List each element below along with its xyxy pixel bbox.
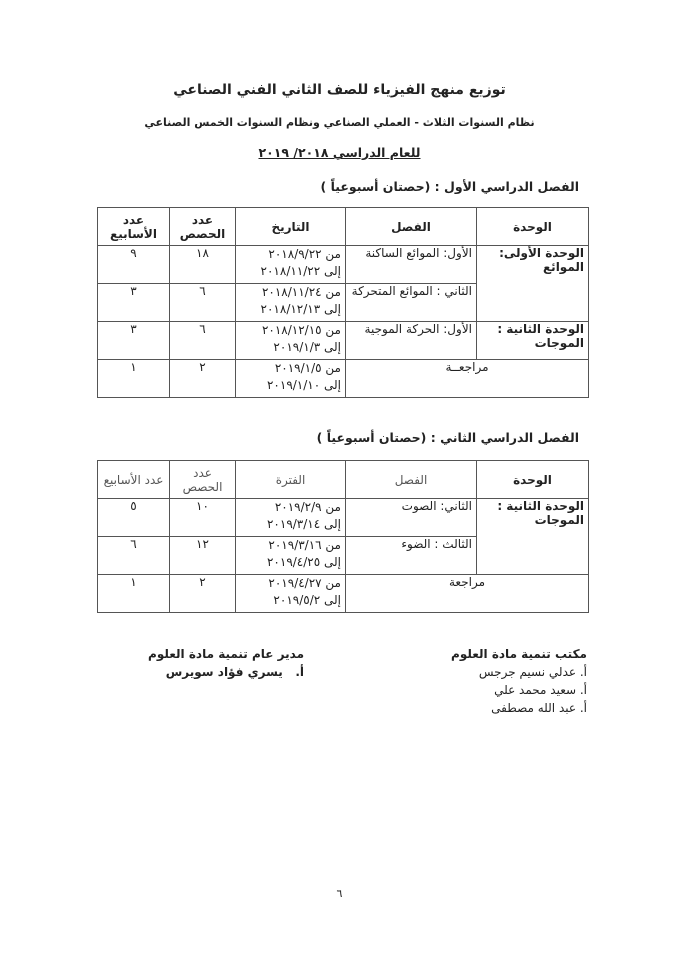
- header-periods: عدد الحصص: [170, 461, 236, 499]
- weeks-cell: ٥: [98, 499, 170, 537]
- table-row: [98, 246, 589, 284]
- header-date: التاريخ: [236, 208, 346, 246]
- date-cell: [236, 246, 346, 284]
- header-periods: عدد الحصص: [170, 208, 236, 246]
- director-name: أ. يسري فؤاد سويرس: [165, 665, 304, 679]
- document-title: توزيع منهج الفيزياء للصف الثاني الفني الصناعي: [173, 82, 506, 98]
- date-to: إلى ٢٠١٨/١٢/١٣: [260, 302, 341, 316]
- chapter-cell: الثالث : الضوء: [346, 537, 477, 575]
- header-unit: الوحدة: [477, 461, 589, 499]
- periods-cell: ٢: [170, 575, 236, 613]
- header-unit: الوحدة: [477, 208, 589, 246]
- date-from: من ٢٠١٩/٢/٩: [274, 500, 341, 514]
- periods-cell: ٢: [170, 360, 236, 398]
- office-member-name: أ. عدلي نسيم جرجس: [478, 665, 587, 679]
- date-cell: [236, 537, 346, 575]
- weeks-cell: ٣: [98, 284, 170, 322]
- periods-cell: ١٠: [170, 499, 236, 537]
- chapter-cell: الأول: الموائع الساكنة: [346, 246, 477, 284]
- chapter-cell: الثاني: الصوت: [346, 499, 477, 537]
- director-signature-block: [148, 645, 304, 681]
- date-cell: [236, 322, 346, 360]
- table-row: [98, 499, 589, 537]
- date-to: إلى ٢٠١٩/٥/٢: [273, 593, 341, 607]
- semester2-heading: الفصل الدراسي الثاني : (حصتان أسبوعياً ): [316, 430, 579, 445]
- semester1-table: [97, 207, 589, 398]
- review-cell: مراجعــة: [346, 360, 589, 398]
- header-weeks: عدد الأسابيع: [98, 461, 170, 499]
- table-row: [98, 575, 589, 613]
- date-from: من ٢٠١٨/١٢/١٥: [261, 323, 341, 337]
- table-row: [98, 360, 589, 398]
- header-weeks: عدد الأسابيع: [98, 208, 170, 246]
- date-to: إلى ٢٠١٩/١/١٠: [266, 378, 341, 392]
- periods-cell: ٦: [170, 284, 236, 322]
- header-chapter: الفصل: [346, 461, 477, 499]
- date-to: إلى ٢٠١٨/١١/٢٢: [260, 264, 341, 278]
- weeks-cell: ١: [98, 360, 170, 398]
- date-cell: [236, 284, 346, 322]
- office-signature-block: [451, 645, 587, 717]
- review-cell: مراجعة: [346, 575, 589, 613]
- academic-year-text: للعام الدراسي ٢٠١٨/ ٢٠١٩: [258, 145, 421, 160]
- document-subtitle: نظام السنوات الثلاث - العملي الصناعي ونظام السنوات الخمس الصناعي: [144, 116, 535, 129]
- table-row: [98, 322, 589, 360]
- date-cell: [236, 499, 346, 537]
- unit-cell: الوحدة الثانية : الموجات: [477, 499, 589, 575]
- chapter-cell: الأول: الحركة الموجية: [346, 322, 477, 360]
- periods-cell: ٦: [170, 322, 236, 360]
- date-cell: [236, 575, 346, 613]
- date-from: من ٢٠١٩/٤/٢٧: [268, 576, 341, 590]
- header-chapter: الفصل: [346, 208, 477, 246]
- semester2-header-row: [98, 461, 589, 499]
- header-date: الفترة: [236, 461, 346, 499]
- date-cell: [236, 360, 346, 398]
- semester2-table: [97, 460, 589, 613]
- date-to: إلى ٢٠١٩/١/٣: [273, 340, 341, 354]
- academic-year: [0, 145, 679, 160]
- chapter-cell: الثاني : الموائع المتحركة: [346, 284, 477, 322]
- office-heading: مكتب تنمية مادة العلوم: [451, 647, 587, 661]
- date-from: من ٢٠١٩/١/٥: [274, 361, 341, 375]
- date-from: من ٢٠١٨/١١/٢٤: [261, 285, 341, 299]
- periods-cell: ١٨: [170, 246, 236, 284]
- periods-cell: ١٢: [170, 537, 236, 575]
- semester1-header-row: [98, 208, 589, 246]
- unit-cell: الوحدة الثانية : الموجات: [477, 322, 589, 360]
- page-number: ٦: [336, 887, 343, 900]
- weeks-cell: ٩: [98, 246, 170, 284]
- date-from: من ٢٠١٨/٩/٢٢: [268, 247, 341, 261]
- director-heading: مدير عام تنمية مادة العلوم: [148, 647, 304, 661]
- weeks-cell: ٣: [98, 322, 170, 360]
- office-member-name: أ. سعيد محمد علي: [494, 683, 587, 697]
- weeks-cell: ١: [98, 575, 170, 613]
- weeks-cell: ٦: [98, 537, 170, 575]
- date-from: من ٢٠١٩/٣/١٦: [268, 538, 341, 552]
- unit-cell: الوحدة الأولى: الموائع: [477, 246, 589, 322]
- semester1-heading: الفصل الدراسي الأول : (حصتان أسبوعياً ): [320, 179, 579, 194]
- date-to: إلى ٢٠١٩/٣/١٤: [266, 517, 341, 531]
- office-member-name: أ. عبد الله مصطفى: [491, 701, 587, 715]
- date-to: إلى ٢٠١٩/٤/٢٥: [266, 555, 341, 569]
